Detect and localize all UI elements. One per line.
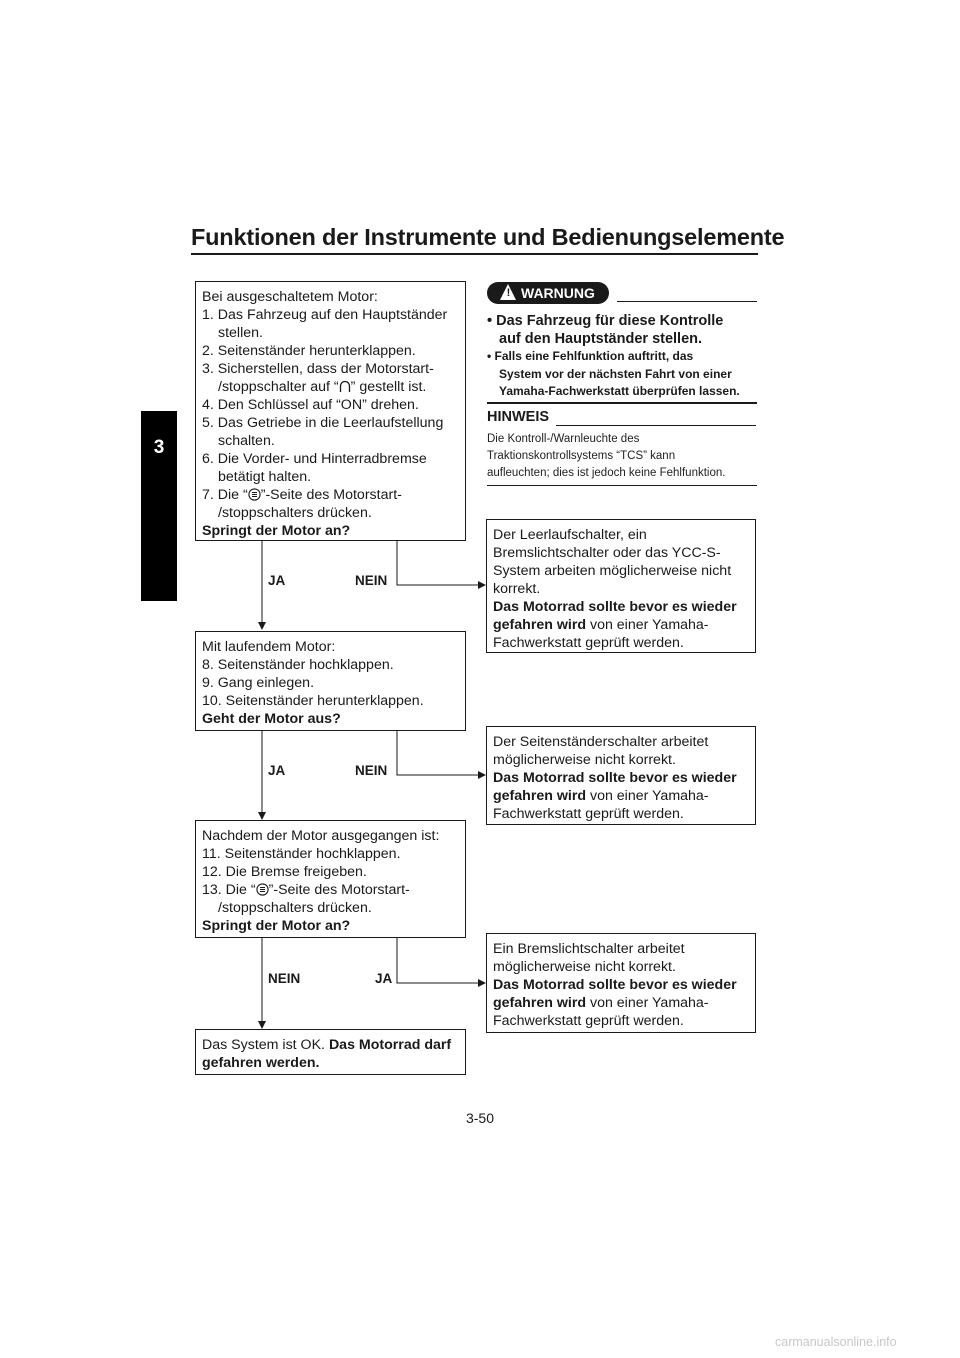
box4-line	[202, 1036, 459, 1054]
note-text	[487, 431, 725, 482]
note-bottom-rule	[487, 485, 757, 486]
r2-line: Fachwerkstatt geprüft werden.	[493, 806, 684, 822]
flow-box-step3	[195, 820, 466, 938]
box1-line: 6. Die Vorder- und Hinterradbremse	[202, 451, 427, 467]
r1-bold: gefahren wird	[493, 617, 587, 633]
warning-text: System vor der nächsten Fahrt von einer	[499, 366, 732, 381]
box1-line: schalten.	[218, 433, 275, 449]
page-title: Funktionen der Instrumente und Bedienungselemente	[191, 224, 785, 250]
box1-line: 5. Das Getriebe in die Leerlaufstellung	[202, 415, 444, 431]
warning-item-1	[487, 312, 723, 348]
chapter-tab-label: 3	[153, 437, 165, 458]
box3-line	[202, 881, 459, 899]
box1-line: /stoppschalters drücken.	[218, 505, 372, 521]
note-rule	[556, 425, 756, 426]
box3-question: Springt der Motor an?	[202, 918, 351, 934]
r3-text: von einer Yamaha-	[586, 995, 709, 1011]
box1-line: Bei ausgeschaltetem Motor:	[202, 289, 378, 305]
box2-question: Geht der Motor aus?	[202, 711, 341, 727]
start-switch-icon	[248, 488, 261, 501]
run-switch-icon	[339, 380, 351, 393]
label-ja: JA	[268, 763, 286, 778]
warning-text: • Das Fahrzeug für diese Kontrolle	[487, 313, 724, 329]
r3-line: Ein Bremslichtschalter arbeitet	[493, 941, 685, 957]
r1-line	[493, 616, 749, 634]
box1-line: 2. Seitenständer herunterklappen.	[202, 343, 416, 359]
flow-box-result-1	[486, 519, 756, 653]
box2-line: 10. Seitenständer herunterklappen.	[202, 693, 424, 709]
box4-bold: Das Motorrad darf	[328, 1037, 452, 1053]
note-line: aufleuchten; dies ist jedoch keine Fehlfunktion.	[487, 467, 726, 479]
r2-bold: gefahren wird	[493, 788, 587, 804]
warning-text: Yamaha-Fachwerkstatt überprüfen lassen.	[499, 384, 740, 398]
box1-line	[202, 486, 459, 504]
r1-line: Fachwerkstatt geprüft werden.	[493, 635, 684, 651]
note-line: Die Kontroll-/Warnleuchte des	[487, 433, 640, 445]
box3-line: 11. Seitenständer hochklappen.	[202, 846, 401, 862]
note-heading: HINWEIS	[487, 409, 550, 425]
page-number: 3-50	[465, 1110, 495, 1126]
box1-line: stellen.	[218, 325, 263, 341]
box3-line: /stoppschalters drücken.	[218, 900, 372, 916]
box1-line: 1. Das Fahrzeug auf den Hauptständer	[202, 307, 448, 323]
r1-line: korrekt.	[493, 581, 541, 597]
box1-text: 7. Die “	[202, 487, 248, 503]
box3-line: 12. Die Bremse freigeben.	[202, 864, 367, 880]
box1-line: 4. Den Schlüssel auf “ON” drehen.	[202, 397, 419, 413]
start-switch-icon	[256, 883, 269, 896]
box3-line: Nachdem der Motor ausgegangen ist:	[202, 828, 440, 844]
arrow-nein-1	[397, 540, 485, 585]
box1-line: 3. Sicherstellen, dass der Motorstart-	[202, 361, 434, 377]
r3-line: Fachwerkstatt geprüft werden.	[493, 1013, 684, 1029]
label-nein: NEIN	[355, 763, 388, 778]
label-ja: JA	[375, 971, 393, 986]
flow-box-step1	[195, 281, 466, 541]
flow-box-result-2	[486, 726, 756, 825]
r2-line: möglicherweise nicht korrekt.	[493, 752, 676, 768]
box3-text: ”-Seite des Motorstart-	[268, 882, 410, 898]
label-nein: NEIN	[355, 573, 388, 588]
label-ja: JA	[268, 573, 286, 588]
box4-text: Das System ist OK.	[202, 1037, 329, 1053]
warning-rule	[617, 301, 757, 302]
arrow-ja-3	[397, 937, 485, 983]
r2-line: Das Motorrad sollte bevor es wieder	[493, 770, 737, 786]
r1-text: von einer Yamaha-	[586, 617, 709, 633]
flow-box-result-3	[486, 933, 756, 1033]
r2-line: Der Seitenständerschalter arbeitet	[493, 734, 709, 750]
r1-line: Das Motorrad sollte bevor es wieder	[493, 599, 737, 615]
r3-line: Das Motorrad sollte bevor es wieder	[493, 977, 737, 993]
warning-badge	[487, 282, 609, 304]
box2-line: Mit laufendem Motor:	[202, 639, 336, 655]
warning-label: WARNUNG	[521, 285, 595, 301]
warning-text: auf den Hauptständer stellen.	[499, 331, 703, 347]
r3-bold: gefahren wird	[493, 995, 587, 1011]
r2-text: von einer Yamaha-	[586, 788, 709, 804]
box2-line: 9. Gang einlegen.	[202, 675, 315, 691]
box1-text: /stoppschalter auf “	[218, 379, 339, 395]
arrow-nein-2	[397, 730, 485, 775]
r2-line	[493, 787, 749, 805]
watermark: carmanualsonline.info	[775, 1335, 897, 1349]
r1-line: System arbeiten möglicherweise nicht	[493, 563, 732, 579]
box1-line: betätigt halten.	[218, 469, 312, 485]
warning-text: • Falls eine Fehlfunktion auftritt, das	[487, 349, 694, 363]
label-nein: NEIN	[268, 971, 301, 986]
r3-line	[493, 994, 749, 1012]
box1-text: ” gestellt ist.	[350, 379, 427, 395]
flow-box-step2	[195, 631, 466, 731]
r1-line: Der Leerlaufschalter, ein	[493, 527, 647, 543]
r1-line: Bremslichtschalter oder das YCC-S-	[493, 545, 721, 561]
box2-line: 8. Seitenständer hochklappen.	[202, 657, 394, 673]
warning-bottom-rule	[487, 402, 757, 404]
r3-line: möglicherweise nicht korrekt.	[493, 959, 676, 975]
exclamation-icon: !	[506, 287, 511, 299]
box4-line: gefahren werden.	[202, 1055, 320, 1071]
note-line: Traktionskontrollsystems “TCS” kann	[487, 450, 676, 462]
box3-text: 13. Die “	[202, 882, 256, 898]
box1-text: ”-Seite des Motorstart-	[260, 487, 402, 503]
box1-line	[202, 378, 459, 396]
box1-question: Springt der Motor an?	[202, 523, 351, 539]
flow-box-result-ok	[195, 1029, 466, 1075]
warning-item-2	[487, 348, 740, 401]
